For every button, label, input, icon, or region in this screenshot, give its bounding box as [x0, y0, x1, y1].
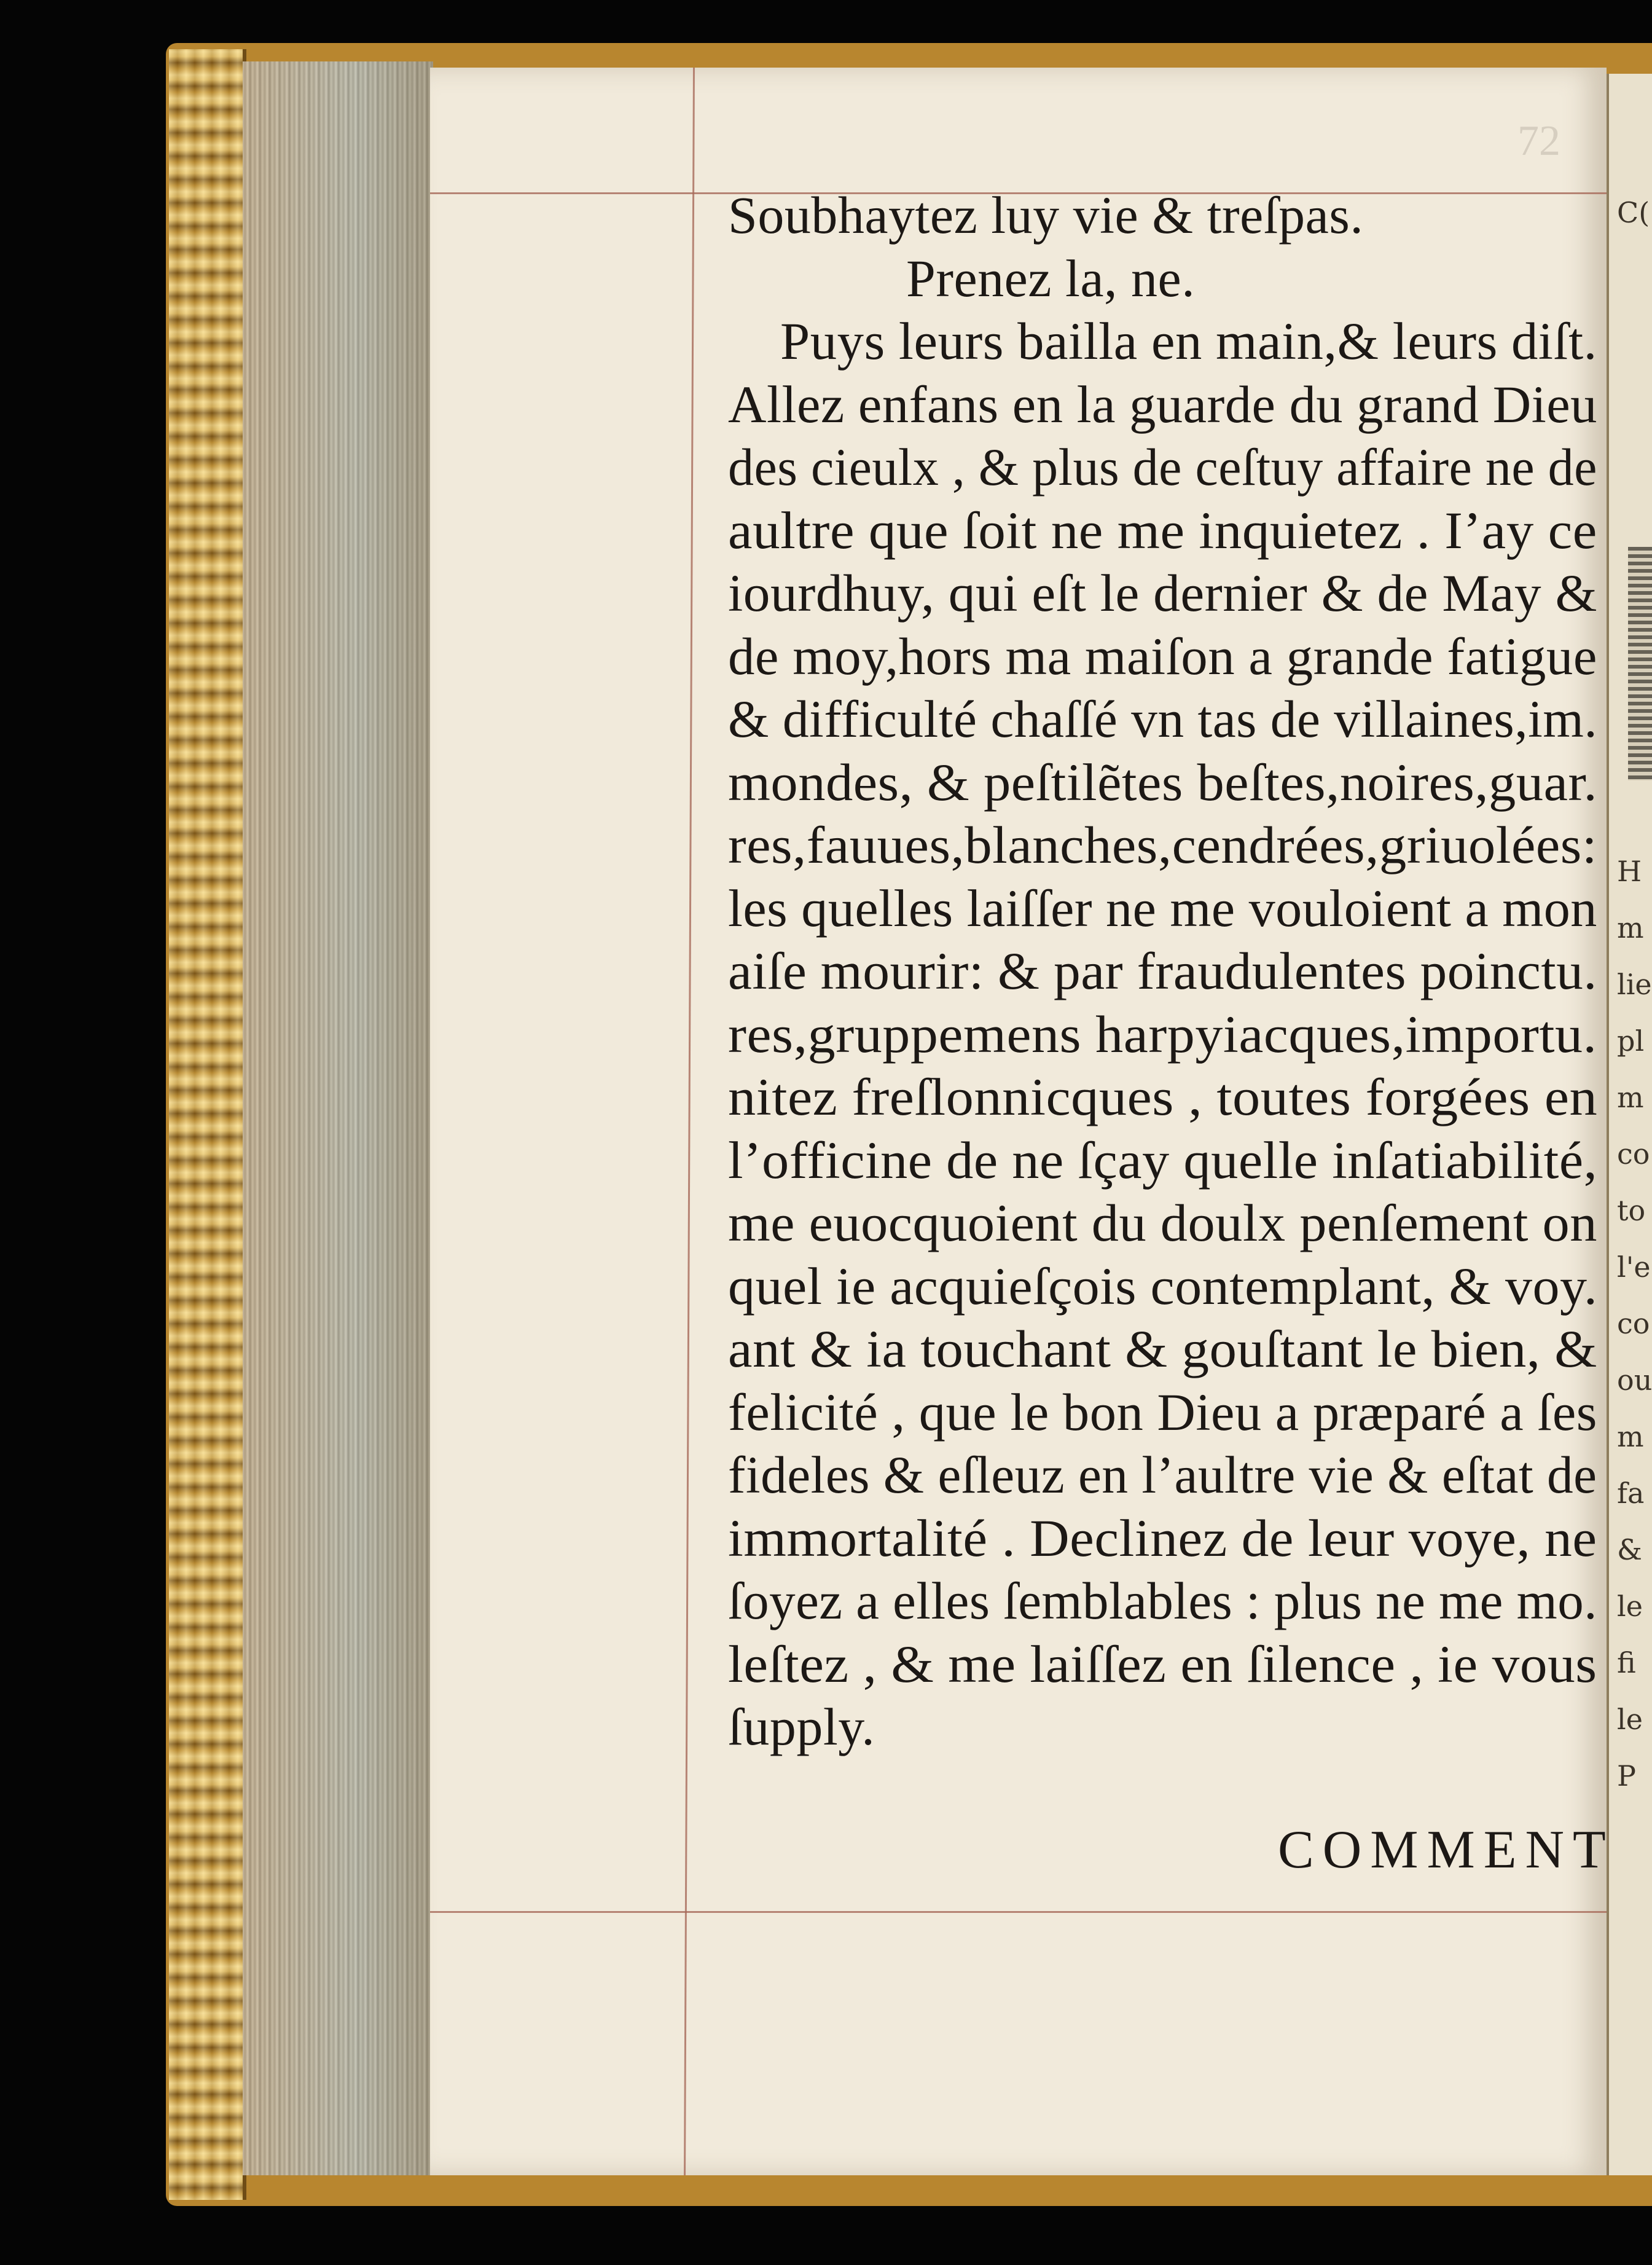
facing-text-fragment: P — [1617, 1759, 1636, 1792]
text-line: ſupply. — [728, 1697, 875, 1756]
text-line: res,gruppemens harpyiacques,importu. — [728, 1004, 1597, 1064]
text-line: felicité , que le bon Dieu a præparé a ſes — [728, 1382, 1597, 1442]
facing-text-fragment: ou — [1617, 1364, 1652, 1397]
facing-text-fragment: l'e — [1617, 1250, 1651, 1284]
facing-text-fragment: le — [1617, 1590, 1643, 1623]
text-line: aultre que ſoit ne me inquietez . I’ay ce — [728, 500, 1597, 560]
facing-text-fragment: co — [1617, 1307, 1650, 1340]
facing-page-text — [1617, 184, 1652, 1804]
text-line: Puys leurs bailla en main,& leurs diſt. — [780, 312, 1597, 371]
page-stack-edge — [243, 61, 433, 2175]
bottom-ruled-line — [430, 1911, 1607, 1913]
text-line: Soubhaytez luy vie & treſpas. — [728, 186, 1364, 245]
text-line: res,fauues,blanches,cendrées,griuolées: — [728, 815, 1598, 874]
text-line: iourdhuy, qui eſt le dernier & de May & — [728, 563, 1597, 622]
text-line: & difficulté chaſſé vn tas de villaines,im. — [728, 689, 1598, 748]
text-line: quel ie acquieſçois contemplant, & voy. — [728, 1256, 1598, 1316]
text-line: des cieulx , & plus de ceſtuy affaire ne de — [728, 438, 1597, 497]
show-through-folio: 72 — [1517, 117, 1560, 165]
catchword: COMMENT — [1278, 1820, 1615, 1880]
text-line: mondes, & peſtilẽtes beſtes,noires,guar. — [728, 752, 1598, 812]
text-line: me euocquoient du doulx penſement on — [728, 1193, 1597, 1252]
facing-text-fragment: fa — [1617, 1477, 1645, 1510]
facing-text-fragment: m — [1617, 911, 1644, 944]
text-line: les quelles laiſſer ne me vouloient a mon — [728, 878, 1597, 938]
text-line: fideles & eſleuz en l’aultre vie & eſtat de — [728, 1445, 1597, 1504]
text-line: l’officine de ne ſçay quelle inſatiabilité, — [728, 1130, 1598, 1190]
text-line: ſoyez a elles ſemblables : plus ne me mo. — [728, 1571, 1597, 1630]
facing-text-fragment: m — [1617, 1420, 1644, 1453]
text-line: leſtez , & me laiſſez en ſilence , ie vous — [728, 1634, 1597, 1694]
text-line: ant & ia touchant & gouſtant le bien, & — [728, 1319, 1597, 1378]
text-line: immortalité . Declinez de leur voye, ne — [728, 1508, 1597, 1568]
facing-text-fragment: C( — [1617, 196, 1650, 229]
text-line: Allez enfans en la guarde du grand Dieu — [728, 374, 1597, 434]
text-line: Prenez la, ne. — [906, 248, 1196, 308]
text-line: aiſe mourir: & par fraudulentes poinctu. — [728, 941, 1597, 1000]
text-line: de moy,hors ma maiſon a grande fatigue — [728, 626, 1597, 686]
facing-text-fragment: lie — [1617, 968, 1652, 1001]
facing-text-fragment: & — [1617, 1533, 1642, 1566]
facing-text-fragment: to — [1617, 1194, 1646, 1227]
facing-text-fragment: pl — [1617, 1024, 1645, 1058]
facing-text-fragment: H — [1617, 855, 1642, 888]
facing-text-fragment: le — [1617, 1703, 1643, 1736]
text-line: nitez freſlonnicques , toutes forgées en — [728, 1067, 1598, 1126]
facing-text-fragment: co — [1617, 1137, 1650, 1171]
facing-text-fragment: fi — [1617, 1646, 1636, 1679]
facing-text-fragment: m — [1617, 1081, 1644, 1114]
gilt-edge-decoration — [169, 49, 246, 2200]
